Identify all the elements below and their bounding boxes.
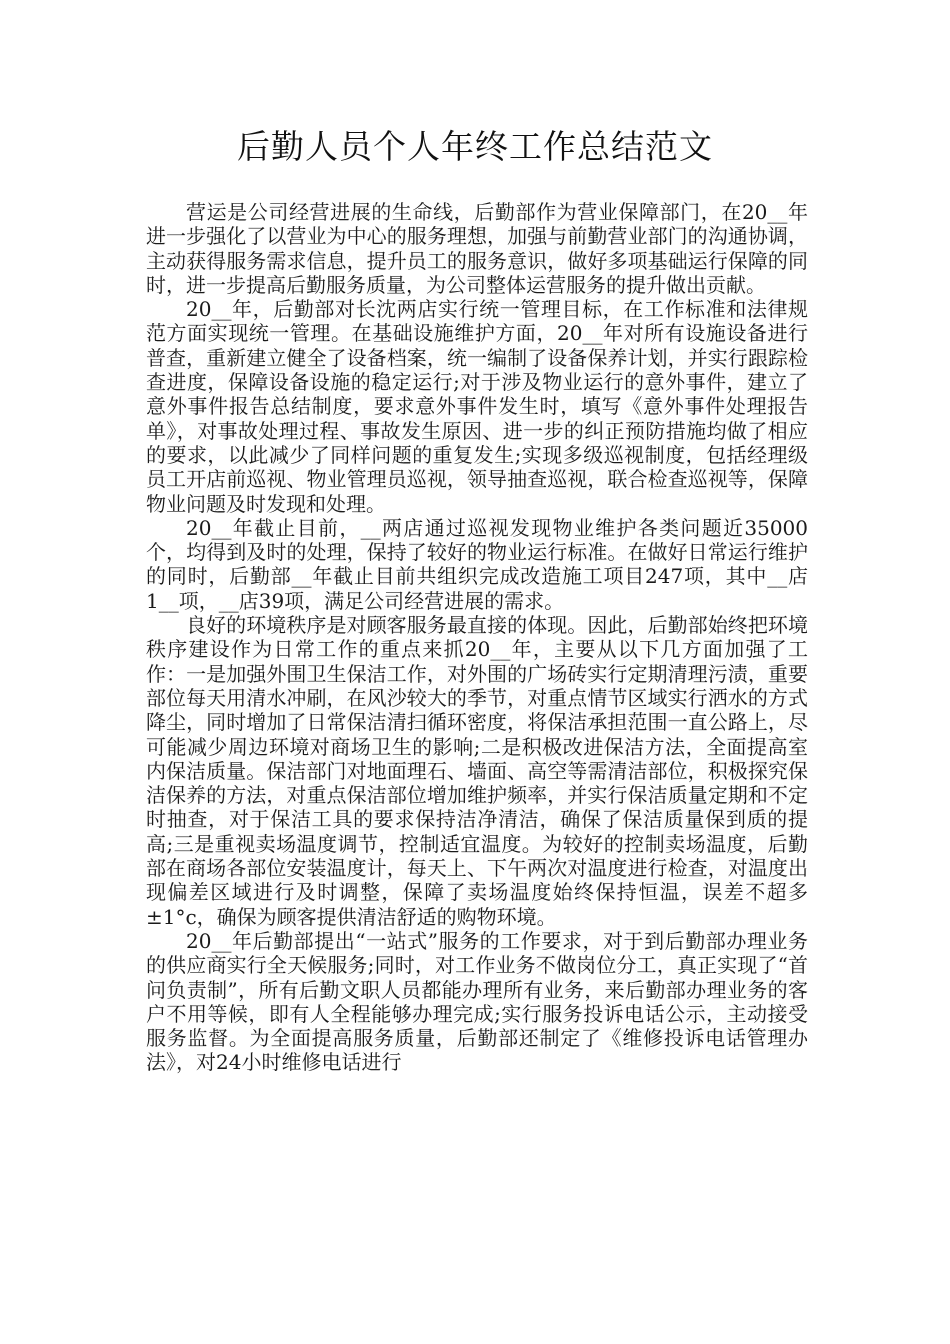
paragraph: 20__年后勤部提出“一站式”服务的工作要求，对于到后勤部办理业务的供应商实行全天候服务;同时，对工作业务不做岗位分工，真正实现了“首问负责制”，所有后勤文职人员都能办理所有业务，来后勤部办理业务的客户不用等候，即有人全程能够办理完成;实行服务投诉电话公示，主动接受服务监督。为全面提高服务质量，后勤部还制定了《维修投诉电话管理办法》，对24小时维修电话进行 (146, 928, 808, 1075)
paragraph: 营运是公司经营进展的生命线，后勤部作为营业保障部门，在20__年进一步强化了以营业为中心的服务理想，加强与前勤营业部门的沟通协调，主动获得服务需求信息，提升员工的服务意识，做好多项基础运行保障的同时，进一步提高后勤服务质量，为公司整体运营服务的提升做出贡献。 (146, 200, 808, 297)
document-body (146, 200, 808, 1075)
paragraph: 良好的环境秩序是对顾客服务最直接的体现。因此，后勤部始终把环境秩序建设作为日常工作的重点来抓20__年，主要从以下几方面加强了工作：一是加强外围卫生保洁工作，对外围的广场砖实行定期清理污渍，重要部位每天用清水冲刷，在风沙较大的季节，对重点情节区域实行洒水的方式降尘，同时增加了日常保洁清扫循环密度，将保洁承担范围一直公路上，尽可能减少周边环境对商场卫生的影响;二是积极改进保洁方法，全面提高室内保洁质量。保洁部门对地面理石、墙面、高空等需清洁部位，积极探究保洁保养的方法，对重点保洁部位增加维护频率，并实行保洁质量定期和不定时抽查，对于保洁工具的要求保持洁净清洁，确保了保洁质量保到质的提高;三是重视卖场温度调节，控制适宜温度。为较好的控制卖场温度，后勤部在商场各部位安装温度计，每天上、下午两次对温度进行检查，对温度出现偏差区域进行及时调整，保障了卖场温度始终保持恒温，误差不超多±1°c，确保为顾客提供清洁舒适的购物环境。 (146, 613, 808, 929)
paragraph: 20__年截止目前，__两店通过巡视发现物业维护各类问题近35000个，均得到及时的处理，保持了较好的物业运行标准。在做好日常运行维护的同时，后勤部__年截止目前共组织完成改造施工项目247项，其中__店1__项，__店39项，满足公司经营进展的需求。 (146, 515, 808, 613)
paragraph: 20__年，后勤部对长沈两店实行统一管理目标，在工作标准和法律规范方面实现统一管理。在基础设施维护方面，20__年对所有设施设备进行普查，重新建立健全了设备档案，统一编制了设备保养计划，并实行跟踪检查进度，保障设备设施的稳定运行;对于涉及物业运行的意外事件，建立了意外事件报告总结制度，要求意外事件发生时，填写《意外事件处理报告单》，对事故处理过程、事故发生原因、进一步的纠正预防措施均做了相应的要求，以此减少了同样问题的重复发生;实现多级巡视制度，包括经理级员工开店前巡视、物业管理员巡视，领导抽查巡视，联合检查巡视等，保障物业问题及时发现和处理。 (146, 297, 808, 516)
document-title: 后勤人员个人年终工作总结范文 (237, 127, 713, 166)
